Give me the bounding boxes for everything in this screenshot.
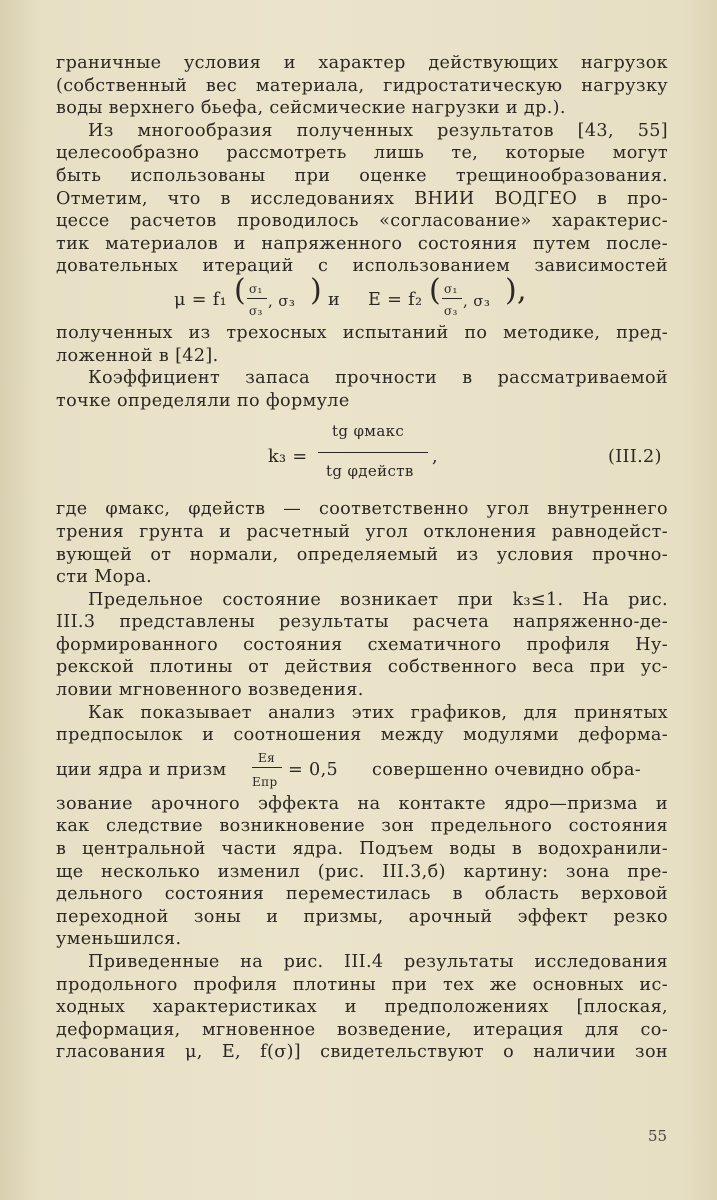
text-line: продольного профиля плотины при тех же основных ис- [56, 974, 668, 995]
formula1-sigma3-a: , σ₃ [268, 291, 296, 310]
paren-open-1: ( [234, 272, 247, 308]
text-line: довательных итераций с использованием зависимостей [56, 256, 668, 277]
text-line: в центральной части ядра. Подъем воды в водохранили- [56, 839, 668, 860]
text-line: зование арочного эффекта на контакте ядро—призма и [56, 793, 668, 814]
frac2-line [442, 298, 462, 299]
text-line: как следствие возникновение зон предельного состояния [56, 816, 668, 837]
text-line: трения грунта и расчетный угол отклонения равнодейст- [56, 521, 668, 542]
text-line: уменьшился. [56, 929, 182, 950]
text-line: ловии мгновенного возведения. [56, 680, 364, 701]
paren-close-1: ) [310, 272, 323, 308]
text-line: где φмакс, φдейств — соответственно угол внутреннего [56, 499, 668, 520]
text-line: Как показывает анализ этих графиков, для принятых [88, 702, 668, 723]
text-line: деформация, мгновенное возведение, итерация для со- [56, 1019, 668, 1040]
text-line: целесообразно рассмотреть лишь те, которые могут [56, 143, 668, 164]
formula1-sigma3-b: , σ₃ [463, 291, 491, 310]
text-line: дельного состояния переместилась в область верховой [56, 884, 668, 905]
text-line: формированного состояния схематичного профиля Ну- [56, 634, 668, 655]
ratio-post: совершенно очевидно обра- [372, 759, 642, 780]
formula-E: E = f₂ [368, 289, 423, 310]
eq2-denominator: tg φдейств [326, 462, 414, 481]
eq2-numerator: tg φмакс [332, 422, 405, 441]
text-line: Из многообразия полученных результатов [43, 55] [88, 120, 668, 141]
text-line: Отметим, что в исследованиях ВНИИ ВОДГЕО в про- [56, 188, 668, 209]
formula-and: и [328, 289, 341, 310]
frac1-num: σ₁ [249, 281, 263, 296]
text-line: точке определяли по формуле [56, 390, 350, 411]
formula-dependencies [56, 272, 668, 322]
formula-mu: μ = f₁ [174, 289, 228, 310]
text-line: переходной зоны и призмы, арочный эффект резко [56, 906, 668, 927]
formula-safety-factor [56, 412, 668, 498]
text-line: ходных характеристиках и предположениях [плоская, [56, 997, 668, 1018]
eq2-fraction-line [318, 452, 428, 453]
text-line: предпосылок и соотношения между модулями деформа- [56, 725, 668, 746]
text-line: быть использованы при оценке трещинообразования. [56, 165, 668, 186]
formula-modulus-ratio [56, 747, 668, 793]
eq2-lhs: k₃ = [268, 447, 308, 468]
ratio-value: = 0,5 [288, 759, 339, 780]
text-line: (собственный вес материала, гидростатическую нагрузку [56, 75, 668, 96]
text-line: полученных из трехосных испытаний по методике, пред- [56, 322, 668, 343]
ratio-pre: ции ядра и призм [56, 759, 227, 780]
equation-label: (III.2) [608, 447, 662, 468]
ratio-num: Eя [258, 750, 276, 765]
frac2-den: σ₃ [444, 303, 458, 318]
text-line: граничные условия и характер действующих нагрузок [56, 53, 668, 73]
text-line: тик материалов и напряженного состояния путем после- [56, 233, 668, 254]
text-line: Коэффициент запаса прочности в рассматриваемой [88, 368, 668, 389]
page-number: 55 [648, 1127, 668, 1145]
text-line: вующей от нормали, определяемый из условия прочно- [56, 544, 668, 565]
frac2-num: σ₁ [444, 281, 458, 296]
paren-close-2: ), [505, 272, 527, 308]
paren-open-2: ( [429, 272, 442, 308]
text-line: цессе расчетов проводилось «согласование» характерис- [56, 211, 668, 232]
text-line: Приведенные на рис. III.4 результаты исследования [88, 952, 668, 972]
frac1-line [247, 298, 267, 299]
text-line: рекской плотины от действия собственного веса при ус- [56, 657, 668, 678]
text-line: гласования μ, E, f(σ)] свидетельствуют о наличии зон [56, 1042, 668, 1063]
ratio-den: Eпр [252, 774, 278, 789]
text-line: ложенной в [42]. [56, 345, 219, 366]
page-text [56, 52, 668, 1064]
eq2-comma: , [432, 447, 438, 468]
text-line: сти Мора. [56, 567, 153, 588]
frac1-den: σ₃ [249, 303, 263, 318]
ratio-line [252, 767, 282, 768]
text-line: III.3 представлены результаты расчета напряженно-де- [56, 612, 668, 633]
text-line: воды верхнего бьефа, сейсмические нагрузки и др.). [56, 98, 566, 119]
text-line: ще несколько изменил (рис. III.3,б) картину: зона пре- [56, 861, 668, 882]
text-line: Предельное состояние возникает при k₃≤1. На рис. [88, 589, 668, 610]
